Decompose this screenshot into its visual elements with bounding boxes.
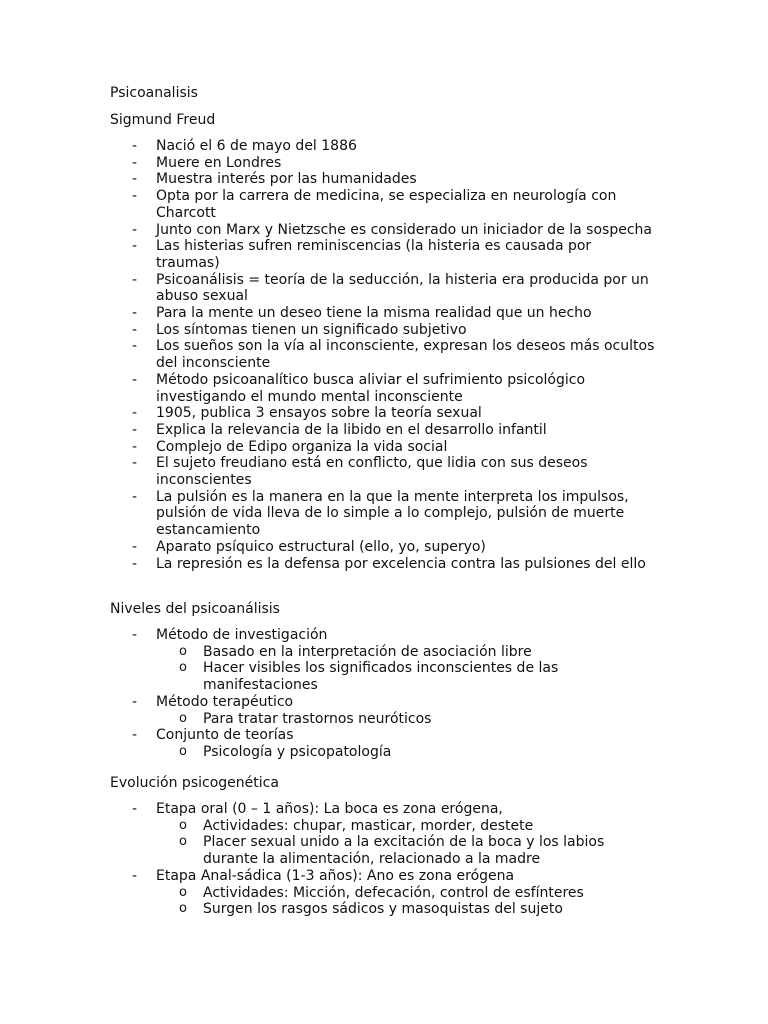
bullet-marker: o: [179, 660, 187, 676]
sub-list-item: o Para tratar trastornos neuróticos: [179, 710, 432, 727]
list-item: - Conjunto de teorías o Psicología y psicopatología: [0, 727, 656, 760]
list-item: - Método psicoanalítico busca aliviar el sufrimiento psicológico investigando el mundo mental inconsciente: [132, 371, 586, 405]
bullet-marker: o: [179, 643, 187, 659]
list-item: - Etapa oral (0 – 1 años): La boca es zona erógena, o Actividades: chupar, masticar, morder, destete o Placer sexual unido a la excitación de la boca y los labios durante la alimentación, relacionado a la madre: [0, 801, 656, 868]
list-item: - Las histerias sufren reminiscencias (la histeria es causada por traumas): [132, 238, 592, 271]
list-item: - La represión es la defensa por excelencia contra las pulsiones del ello: [132, 555, 646, 572]
bullet-marker: o: [179, 710, 187, 726]
bullet-marker: o: [179, 834, 187, 850]
sub-list-item: o Placer sexual unido a la excitación de la boca y los labios durante la alimentación, relacionado a la madre: [179, 834, 605, 868]
dash-marker: -: [132, 338, 138, 355]
list-item: - La pulsión es la manera en la que la mente interpreta los impulsos, pulsión de vida lleva de lo simple a lo complejo, pulsión de muerte estancamiento: [132, 488, 629, 539]
sub-list: [0, 644, 656, 694]
dash-marker: -: [132, 438, 138, 455]
list-item: - Muestra interés por las humanidades: [132, 171, 417, 188]
list-item: - Etapa Anal-sádica (1-3 años): Ano es zona erógena o Actividades: Micción, defecación, control de esfínteres o Surgen los rasgos sádicos y masoquistas del sujeto: [0, 868, 656, 918]
dash-marker: -: [132, 154, 138, 171]
list-item: - Nació el 6 de mayo del 1886: [132, 138, 357, 154]
section-heading-freud: Sigmund Freud: [110, 112, 216, 128]
dash-marker: -: [132, 538, 138, 555]
bullet-marker: o: [179, 817, 187, 833]
evolucion-list: [0, 801, 656, 918]
list-item: - Complejo de Edipo organiza la vida social: [132, 438, 448, 455]
dash-marker: -: [132, 138, 138, 154]
sub-list-item: o Actividades: chupar, masticar, morder, destete: [179, 817, 534, 834]
dash-marker: -: [132, 455, 138, 472]
sub-list-item: o Surgen los rasgos sádicos y masoquistas del sujeto: [179, 901, 563, 918]
dash-marker: -: [132, 727, 138, 744]
list-item: - El sujeto freudiano está en conflicto, que lidia con sus deseos inconscientes: [132, 455, 588, 489]
dash-marker: -: [132, 421, 138, 438]
dash-marker: -: [132, 371, 138, 388]
section-heading-niveles: Niveles del psicoanálisis: [110, 601, 280, 617]
bullet-marker: o: [179, 901, 187, 917]
dash-marker: -: [132, 693, 138, 710]
document-title: Psicoanalisis: [110, 85, 198, 101]
bullet-marker: o: [179, 884, 187, 900]
list-item: - Los síntomas tienen un significado subjetivo: [132, 321, 467, 338]
sub-list-item: o Basado en la interpretación de asociación libre: [179, 643, 532, 660]
freud-list: [0, 138, 656, 572]
list-item: - Opta por la carrera de medicina, se especializa en neurología con Charcott: [132, 188, 617, 221]
dash-marker: -: [132, 555, 138, 572]
sub-list: [0, 711, 656, 728]
dash-marker: -: [132, 171, 138, 188]
dash-marker: -: [132, 488, 138, 505]
niveles-list: [0, 627, 656, 761]
dash-marker: -: [132, 405, 138, 422]
sub-list-item: o Actividades: Micción, defecación, control de esfínteres: [179, 884, 584, 901]
dash-marker: -: [132, 188, 138, 205]
list-item: - Método de investigación o Basado en la interpretación de asociación libre o Hacer visibles los significados inconscientes de las manifestaciones: [0, 627, 656, 694]
bullet-marker: o: [179, 743, 187, 759]
list-item: - Para la mente un deseo tiene la misma realidad que un hecho: [132, 305, 592, 322]
dash-marker: -: [132, 801, 138, 817]
list-item: - Método terapéutico o Para tratar trastornos neuróticos: [0, 694, 656, 727]
list-item: - Los sueños son la vía al inconsciente, expresan los deseos más ocultos del inconsciente: [132, 338, 655, 372]
dash-marker: -: [132, 238, 138, 255]
sub-list-item: o Psicología y psicopatología: [179, 743, 392, 760]
sub-list-item: o Hacer visibles los significados inconscientes de las manifestaciones: [179, 660, 559, 694]
section-heading-evolucion: Evolución psicogenética: [110, 775, 279, 791]
dash-marker: -: [132, 221, 138, 238]
list-item: - Junto con Marx y Nietzsche es considerado un iniciador de la sospecha: [132, 221, 652, 238]
list-item: - Explica la relevancia de la libido en el desarrollo infantil: [132, 421, 547, 438]
sub-list: [0, 818, 656, 868]
list-item: - 1905, publica 3 ensayos sobre la teoría sexual: [132, 405, 482, 422]
dash-marker: -: [132, 305, 138, 322]
dash-marker: -: [132, 321, 138, 338]
list-item: - Psicoanálisis = teoría de la seducción, la histeria era producida por un abuso sexual: [132, 271, 649, 305]
dash-marker: -: [132, 627, 138, 643]
list-item: - Muere en Londres: [132, 154, 282, 171]
sub-list: [0, 885, 656, 918]
sub-list: [0, 744, 656, 761]
list-item: - Aparato psíquico estructural (ello, yo, superyo): [132, 538, 486, 555]
dash-marker: -: [132, 271, 138, 288]
dash-marker: -: [132, 867, 138, 884]
